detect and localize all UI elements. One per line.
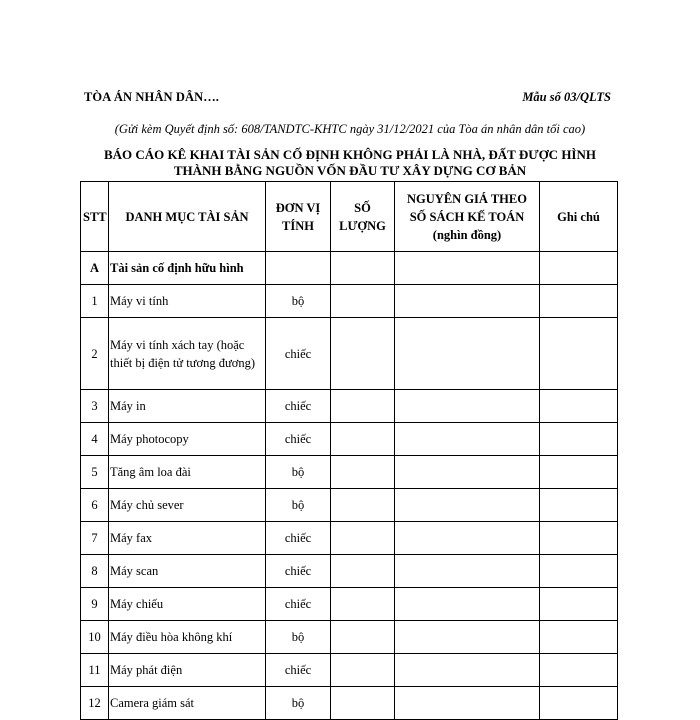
row-qty-cell <box>331 423 395 456</box>
row-qty-cell <box>331 285 395 318</box>
row-note-cell <box>540 456 618 489</box>
row-cost-cell <box>395 588 540 621</box>
row-cost-cell <box>395 621 540 654</box>
row-cost-cell <box>395 285 540 318</box>
row-name: Máy in <box>109 390 266 423</box>
row-note-cell <box>540 489 618 522</box>
row-qty-cell <box>331 318 395 390</box>
row-name: Máy fax <box>109 522 266 555</box>
group-row <box>81 252 618 285</box>
table-row <box>81 489 618 522</box>
row-stt: 10 <box>81 621 109 654</box>
row-cost-cell <box>395 489 540 522</box>
col-header-qty <box>331 182 395 252</box>
col-header-cost-line3: (nghìn đồng) <box>432 227 502 242</box>
row-unit: chiếc <box>266 423 331 456</box>
group-qty-cell <box>266 252 331 285</box>
row-qty-cell <box>331 522 395 555</box>
row-name: Máy chiếu <box>109 588 266 621</box>
row-note-cell <box>540 555 618 588</box>
row-unit: bộ <box>266 285 331 318</box>
row-name: Máy vi tính xách tay (hoặc thiết bị điện tử tương đương) <box>109 318 266 390</box>
row-stt: 2 <box>81 318 109 390</box>
row-cost-cell <box>395 654 540 687</box>
col-header-stt: STT <box>81 182 109 252</box>
row-note-cell <box>540 687 618 720</box>
table-row <box>81 687 618 720</box>
form-code: Mẫu số 03/QLTS <box>522 90 611 104</box>
row-stt: 11 <box>81 654 109 687</box>
row-qty-cell <box>331 555 395 588</box>
row-qty-cell <box>331 489 395 522</box>
group-name: Tài sản cố định hữu hình <box>109 252 266 285</box>
document-title <box>60 147 640 179</box>
table-row <box>81 654 618 687</box>
row-cost-cell <box>395 390 540 423</box>
row-stt: 1 <box>81 285 109 318</box>
row-stt: 5 <box>81 456 109 489</box>
row-note-cell <box>540 654 618 687</box>
document-subtitle: (Gửi kèm Quyết định số: 608/TANDTC-KHTC ngày 31/12/2021 của Tòa án nhân dân tối cao) <box>114 122 586 136</box>
row-stt: 8 <box>81 555 109 588</box>
row-note-cell <box>540 423 618 456</box>
row-unit: bộ <box>266 687 331 720</box>
row-cost-cell <box>395 456 540 489</box>
col-header-unit-line2: TÍNH <box>282 218 314 233</box>
row-cost-cell <box>395 555 540 588</box>
table-header-row <box>81 182 618 252</box>
row-name: Máy phát điện <box>109 654 266 687</box>
row-note-cell <box>540 285 618 318</box>
row-stt: 12 <box>81 687 109 720</box>
row-note-cell <box>540 390 618 423</box>
row-cost-cell <box>395 423 540 456</box>
group-note-cell <box>540 252 618 285</box>
row-unit: chiếc <box>266 522 331 555</box>
title-line-2: THÀNH BẰNG NGUỒN VỐN ĐẦU TƯ XÂY DỰNG CƠ BẢN <box>173 163 527 178</box>
row-note-cell <box>540 318 618 390</box>
title-line-1: BÁO CÁO KÊ KHAI TÀI SẢN CỐ ĐỊNH KHÔNG PHẢI LÀ NHÀ, ĐẤT ĐƯỢC HÌNH <box>103 147 596 162</box>
row-qty-cell <box>331 456 395 489</box>
col-header-cost-line1: NGUYÊN GIÁ THEO <box>407 191 527 206</box>
group-cost-cell <box>395 252 540 285</box>
row-unit: bộ <box>266 621 331 654</box>
row-stt: 3 <box>81 390 109 423</box>
table-row <box>81 522 618 555</box>
row-unit: chiếc <box>266 588 331 621</box>
row-unit: chiếc <box>266 555 331 588</box>
table-row <box>81 588 618 621</box>
row-name: Tăng âm loa đài <box>109 456 266 489</box>
row-unit: bộ <box>266 489 331 522</box>
row-cost-cell <box>395 687 540 720</box>
row-qty-cell <box>331 654 395 687</box>
row-note-cell <box>540 621 618 654</box>
row-name: Máy photocopy <box>109 423 266 456</box>
col-header-note: Ghi chú <box>540 182 618 252</box>
col-header-qty-line1: SỐ <box>354 200 371 215</box>
row-unit: chiếc <box>266 390 331 423</box>
table-row <box>81 555 618 588</box>
asset-table <box>80 181 618 720</box>
court-name: TÒA ÁN NHÂN DÂN…. <box>84 90 220 104</box>
row-cost-cell <box>395 318 540 390</box>
table-row <box>81 456 618 489</box>
col-header-unit <box>266 182 331 252</box>
col-header-cost-line2: SỐ SÁCH KẾ TOÁN <box>409 209 525 224</box>
row-stt: 4 <box>81 423 109 456</box>
row-note-cell <box>540 588 618 621</box>
col-header-unit-line1: ĐƠN VỊ <box>275 200 321 215</box>
col-header-cost <box>395 182 540 252</box>
row-name: Máy điều hòa không khí <box>109 621 266 654</box>
group-qty2-cell <box>331 252 395 285</box>
col-header-qty-line2: LƯỢNG <box>339 218 386 233</box>
row-stt: 7 <box>81 522 109 555</box>
row-unit: bộ <box>266 456 331 489</box>
col-header-name: DANH MỤC TÀI SẢN <box>109 182 266 252</box>
row-cost-cell <box>395 522 540 555</box>
group-stt: A <box>81 252 109 285</box>
row-name: Máy vi tính <box>109 285 266 318</box>
row-name: Máy scan <box>109 555 266 588</box>
table-row <box>81 390 618 423</box>
row-name: Máy chủ sever <box>109 489 266 522</box>
row-qty-cell <box>331 687 395 720</box>
row-qty-cell <box>331 621 395 654</box>
row-stt: 6 <box>81 489 109 522</box>
table-row <box>81 318 618 390</box>
row-qty-cell <box>331 390 395 423</box>
table-row <box>81 285 618 318</box>
table-row <box>81 621 618 654</box>
row-unit: chiếc <box>266 654 331 687</box>
row-qty-cell <box>331 588 395 621</box>
row-stt: 9 <box>81 588 109 621</box>
row-note-cell <box>540 522 618 555</box>
row-unit: chiếc <box>266 318 331 390</box>
row-name: Camera giám sát <box>109 687 266 720</box>
table-row <box>81 423 618 456</box>
